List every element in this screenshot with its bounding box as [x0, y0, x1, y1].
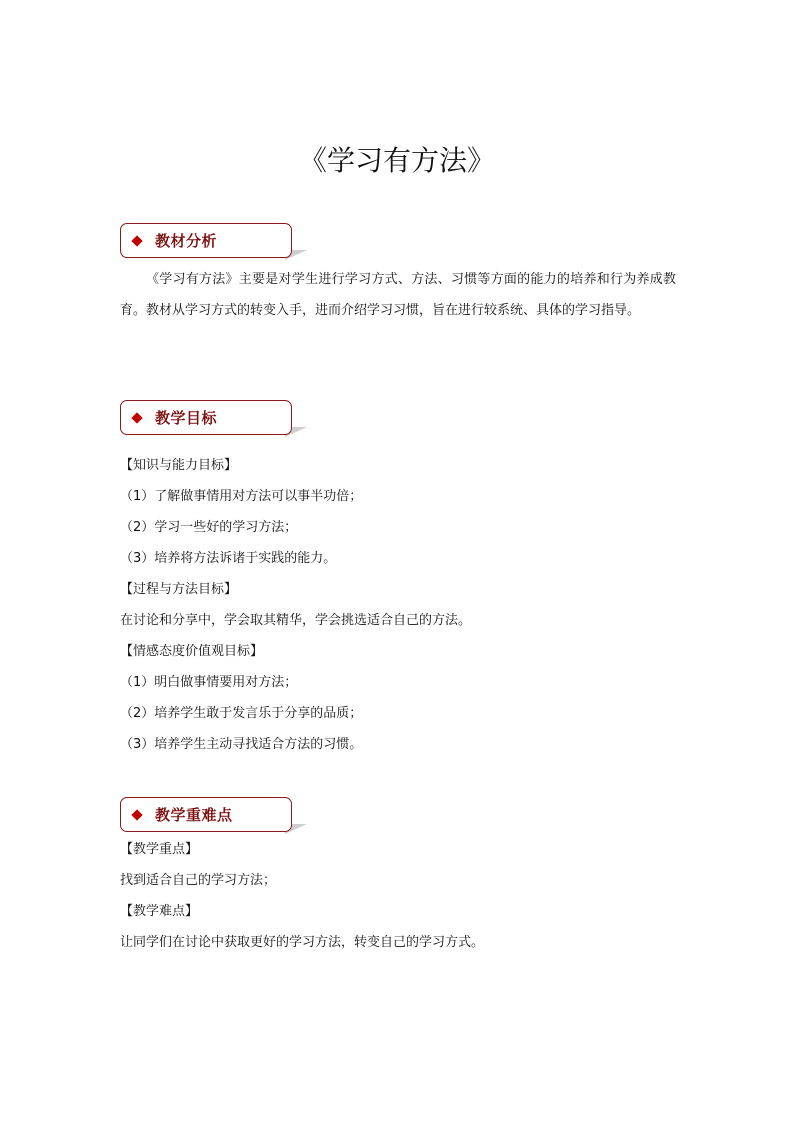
section-heading-label: 教材分析 [155, 232, 218, 250]
goals-line: （3）培养学生主动寻找适合方法的习惯。 [120, 737, 363, 752]
goals-text [120, 450, 676, 760]
diamond-bullet-icon [131, 809, 142, 820]
analysis-paragraph: 《学习有方法》主要是对学生进行学习方式、方法、习惯等方面的能力的培养和行为养成教育。教材从学习方式的转变入手，进而介绍学习习惯，旨在进行较系统、具体的学习指导。 [120, 272, 676, 318]
section-heading-box [120, 223, 292, 258]
section-heading-label: 教学目标 [155, 409, 218, 427]
goals-line: 【知识与能力目标】 [120, 458, 238, 473]
section-heading-label: 教学重难点 [155, 806, 233, 824]
keypoints-line: 找到适合自己的学习方法； [120, 873, 277, 888]
goals-line: 【情感态度价值观目标】 [120, 644, 264, 659]
analysis-text [120, 264, 676, 326]
keypoints-text [120, 834, 676, 958]
goals-line: 在讨论和分享中，学会取其精华，学会挑选适合自己的方法。 [120, 613, 472, 628]
goals-line: （3）培养将方法诉诸于实践的能力。 [120, 551, 337, 566]
goals-line: （2）培养学生敢于发言乐于分享的品质； [120, 706, 363, 721]
section-header-analysis [120, 223, 310, 263]
keypoints-line: 【教学难点】 [120, 904, 199, 919]
keypoints-line: 让同学们在讨论中获取更好的学习方法，转变自己的学习方式。 [120, 935, 485, 950]
section-header-goals [120, 400, 310, 440]
goals-line: 【过程与方法目标】 [120, 582, 238, 597]
keypoints-line: 【教学重点】 [120, 842, 199, 857]
diamond-bullet-icon [131, 412, 142, 423]
goals-line: （2）学习一些好的学习方法； [120, 520, 298, 535]
diamond-bullet-icon [131, 235, 142, 246]
goals-line: （1）了解做事情用对方法可以事半功倍； [120, 489, 363, 504]
goals-line: （1）明白做事情要用对方法； [120, 675, 298, 690]
section-header-keypoints [120, 797, 310, 837]
page-title: 《学习有方法》 [298, 144, 495, 177]
section-heading-box [120, 797, 292, 832]
section-heading-box [120, 400, 292, 435]
